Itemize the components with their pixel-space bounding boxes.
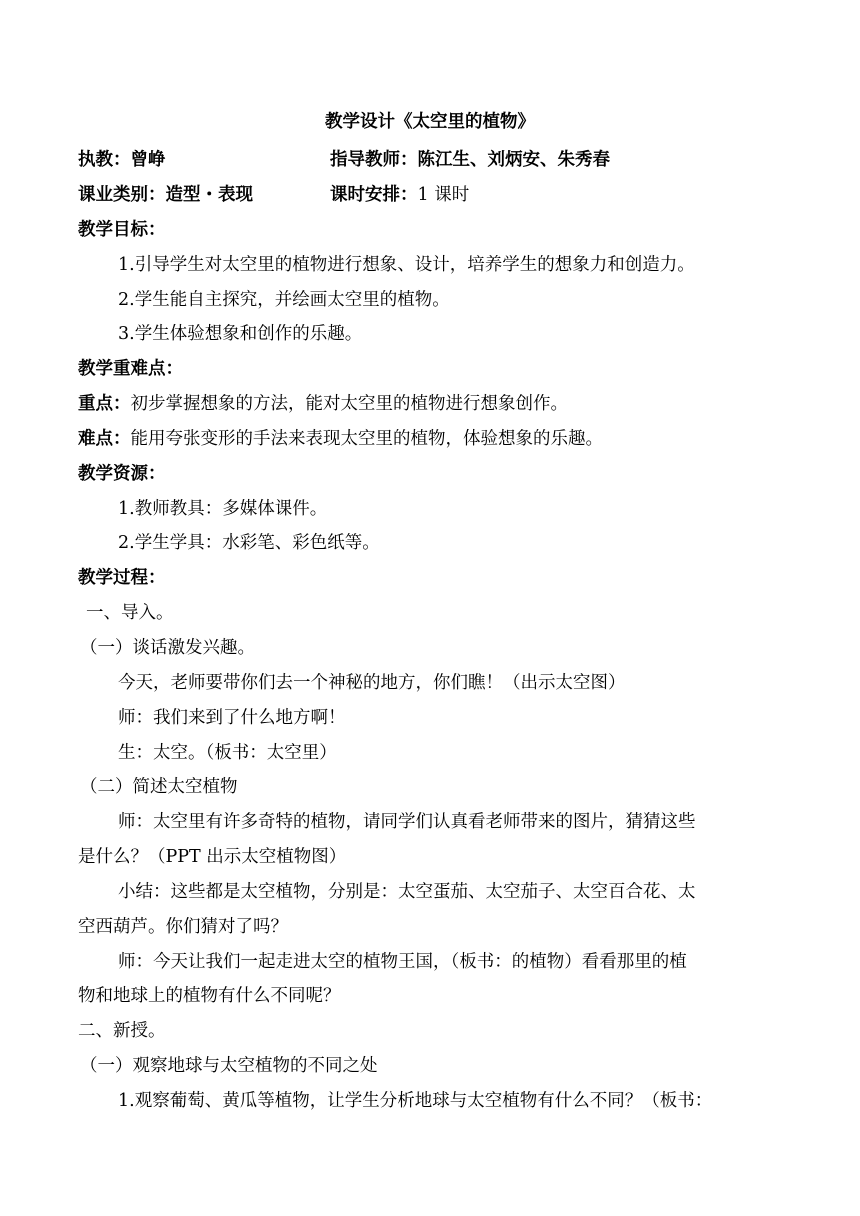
paragraph-line: 师：我们来到了什么地方啊！ [118, 708, 346, 728]
section-heading: 二、新授。 [78, 1021, 166, 1041]
paragraph-line: 生：太空。（板书：太空里） [118, 743, 337, 763]
schedule-value: 1 课时 [417, 185, 470, 205]
resources-heading: 教学资源： [78, 464, 166, 484]
process-heading: 教学过程： [78, 568, 166, 588]
resource-item: 2.学生学具：水彩笔、彩色纸等。 [118, 533, 380, 553]
paragraph-line: 小结：这些都是太空植物，分别是：太空蛋茄、太空茄子、太空百合花、太 [118, 882, 696, 902]
subsection-heading: （一）谈话激发兴趣。 [80, 638, 255, 658]
difficulty-line [78, 427, 603, 451]
paragraph-line: 师：今天让我们一起走进太空的植物王国，（板书：的植物）看看那里的植 [118, 952, 687, 972]
key-heading: 教学重难点： [78, 359, 183, 379]
paragraph-line: 空西葫芦。你们猜对了吗？ [78, 917, 288, 937]
category-label: 课业类别： [78, 185, 166, 205]
difficulty-label: 难点： [78, 429, 131, 449]
goal-item: 1.引导学生对太空里的植物进行想象、设计，培养学生的想象力和创造力。 [118, 255, 695, 275]
schedule-line [330, 183, 469, 207]
schedule-label: 课时安排： [330, 185, 418, 205]
paragraph-line: 是什么？（PPT 出示太空植物图） [78, 847, 347, 867]
difficulty-text: 能用夸张变形的手法来表现太空里的植物，体验想象的乐趣。 [130, 429, 603, 449]
key-text: 初步掌握想象的方法，能对太空里的植物进行想象创作。 [130, 394, 568, 414]
key-point-line [78, 392, 568, 416]
category-value: 造型・表现 [165, 185, 253, 205]
resource-item: 1.教师教具：多媒体课件。 [118, 499, 328, 519]
teacher-label: 执教： [78, 150, 131, 170]
goals-heading: 教学目标： [78, 220, 166, 240]
teacher-line [78, 148, 166, 172]
advisor-line [330, 148, 610, 172]
paragraph-line: 今天，老师要带你们去一个神秘的地方，你们瞧！（出示太空图） [118, 673, 626, 693]
key-label: 重点： [78, 394, 131, 414]
advisor-names: 陈江生、刘炳安、朱秀春 [417, 150, 610, 170]
paragraph-line: 物和地球上的植物有什么不同呢？ [78, 986, 341, 1006]
category-line [78, 183, 253, 207]
paragraph-line: 1.观察葡萄、黄瓜等植物，让学生分析地球与太空植物有什么不同？（板书： [118, 1091, 713, 1111]
goal-item: 3.学生体验想象和创作的乐趣。 [118, 324, 363, 344]
advisor-label: 指导教师： [330, 150, 418, 170]
goal-item: 2.学生能自主探究，并绘画太空里的植物。 [118, 290, 450, 310]
teacher-name: 曾峥 [130, 150, 166, 170]
subsection-heading: （二）简述太空植物 [80, 777, 238, 797]
document-title: 教学设计《太空里的植物》 [325, 112, 535, 132]
section-heading: 一、导入。 [86, 603, 174, 623]
paragraph-line: 师：太空里有许多奇特的植物，请同学们认真看老师带来的图片，猜猜这些 [118, 812, 696, 832]
subsection-heading: （一）观察地球与太空植物的不同之处 [80, 1056, 378, 1076]
